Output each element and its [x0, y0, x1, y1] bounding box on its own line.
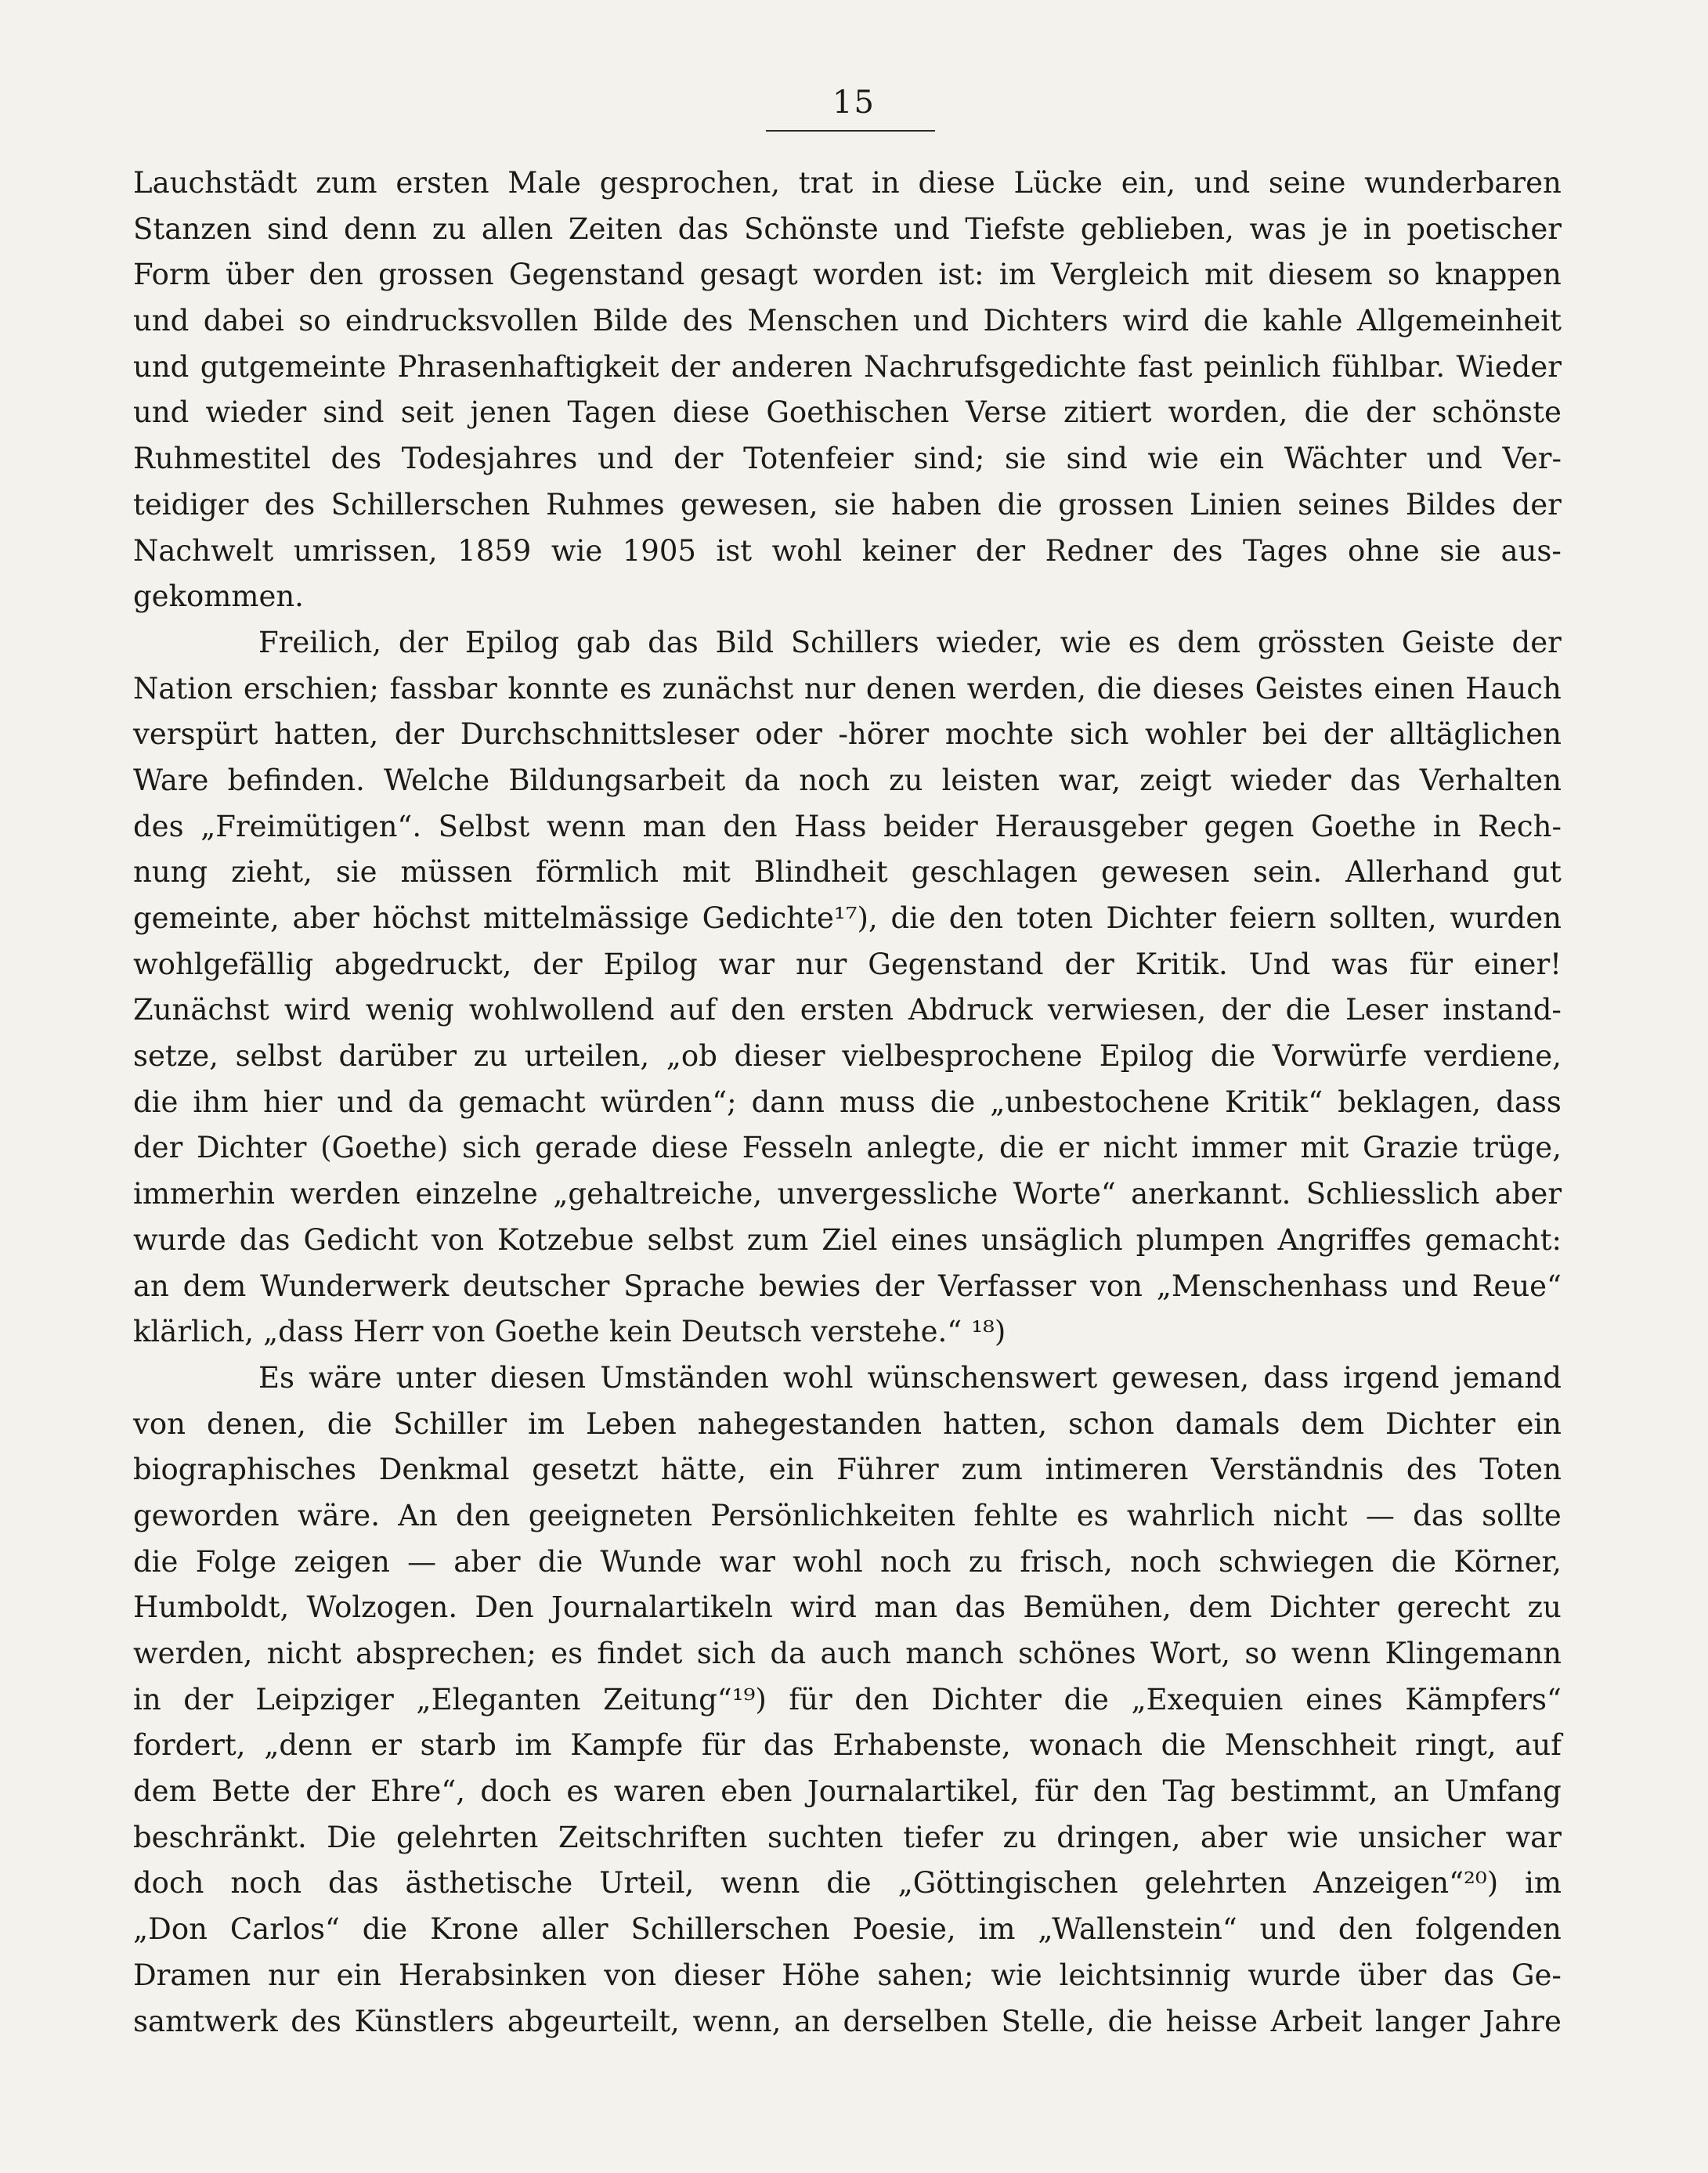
- text-line: Lauchstädt zum ersten Male gesprochen, trat in diese Lücke ein, und seine wunderbaren: [133, 166, 1562, 200]
- text-line: doch noch das ästhetische Urteil, wenn die „Göttingischen gelehrten Anzeigen“²⁰) im: [133, 1866, 1562, 1900]
- text-line: Ruhmestitel des Todesjahres und der Totenfeier sind; sie sind wie ein Wächter und Ver-: [133, 442, 1562, 476]
- text-line: werden, nicht absprechen; es findet sich da auch manch schönes Wort, so wenn Klingemann: [133, 1637, 1562, 1670]
- text-line: die Folge zeigen — aber die Wunde war wohl noch zu frisch, noch schwiegen die Körner,: [133, 1544, 1562, 1579]
- body-text: [133, 161, 1562, 2045]
- text-line: biographisches Denkmal gesetzt hätte, ein Führer zum intimeren Verständnis des Toten: [133, 1453, 1562, 1487]
- text-line: Nachwelt umrissen, 1859 wie 1905 ist wohl keiner der Redner des Tages ohne sie aus-: [133, 533, 1562, 568]
- text-line: Ware befinden. Welche Bildungsarbeit da noch zu leisten war, zeigt wieder das Verhalten: [133, 763, 1562, 797]
- text-line: samtwerk des Künstlers abgeurteilt, wenn, an derselben Stelle, die heisse Arbeit langer Jahre: [133, 2004, 1562, 2038]
- text-line: in der Leipziger „Eleganten Zeitung“¹⁹) für den Dichter die „Exequien eines Kämpfers“: [133, 1682, 1562, 1716]
- text-line: Es wäre unter diesen Umständen wohl wünschenswert gewesen, dass irgend jemand: [258, 1360, 1562, 1395]
- text-line: teidiger des Schillerschen Ruhmes gewesen, sie haben die grossen Linien seines Bildes der: [133, 487, 1562, 522]
- text-line: fordert, „denn er starb im Kampfe für das Erhabenste, wonach die Menschheit ringt, auf: [133, 1728, 1562, 1763]
- text-line: Humboldt, Wolzogen. Den Journalartikeln wird man das Bemühen, dem Dichter gerecht zu: [133, 1590, 1562, 1625]
- text-line: wurde das Gedicht von Kotzebue selbst zum Ziel eines unsäglich plumpen Angriffes gemacht:: [133, 1222, 1562, 1257]
- text-line: Nation erschien; fassbar konnte es zunächst nur denen werden, die dieses Geistes einen Hauch: [133, 671, 1562, 706]
- text-line: beschränkt. Die gelehrten Zeitschriften suchten tiefer zu dringen, aber wie unsicher war: [133, 1820, 1562, 1854]
- text-line: dem Bette der Ehre“, doch es waren eben Journalartikel, für den Tag bestimmt, an Umfang: [133, 1774, 1562, 1809]
- text-line: geworden wäre. An den geeigneten Persönlichkeiten fehlte es wahrlich nicht — das sollte: [133, 1498, 1562, 1532]
- text-line: und gutgemeinte Phrasenhaftigkeit der anderen Nachrufsgedichte fast peinlich fühlbar. Wieder: [133, 349, 1562, 384]
- text-line: nung zieht, sie müssen förmlich mit Blindheit geschlagen gewesen sein. Allerhand gut: [133, 855, 1562, 890]
- text-line: „Don Carlos“ die Krone aller Schillerschen Poesie, im „Wallenstein“ und den folgenden: [133, 1912, 1562, 1947]
- text-line: Freilich, der Epilog gab das Bild Schillers wieder, wie es dem grössten Geiste der: [258, 625, 1562, 659]
- text-line: von denen, die Schiller im Leben nahegestanden hatten, schon damals dem Dichter ein: [133, 1406, 1562, 1441]
- header-rule: [766, 130, 935, 132]
- text-line: klärlich, „dass Herr von Goethe kein Deutsch verstehe.“ ¹⁸): [133, 1315, 1006, 1349]
- text-line: Form über den grossen Gegenstand gesagt worden ist: im Vergleich mit diesem so knappen: [133, 258, 1562, 292]
- text-line: Stanzen sind denn zu allen Zeiten das Schönste und Tiefste geblieben, was je in poetischer: [133, 211, 1562, 246]
- text-line: gekommen.: [133, 579, 304, 614]
- text-line: gemeinte, aber höchst mittelmässige Gedichte¹⁷), die den toten Dichter feiern sollten, wurden: [133, 901, 1562, 935]
- text-line: an dem Wunderwerk deutscher Sprache bewies der Verfasser von „Menschenhass und Reue“: [133, 1269, 1562, 1303]
- text-line: Dramen nur ein Herabsinken von dieser Höhe sahen; wie leichtsinnig wurde über das Ge-: [133, 1958, 1562, 1992]
- text-line: der Dichter (Goethe) sich gerade diese Fesseln anlegte, die er nicht immer mit Grazie trüge,: [133, 1131, 1562, 1165]
- text-line: des „Freimütigen“. Selbst wenn man den Hass beider Herausgeber gegen Goethe in Rech-: [133, 809, 1562, 843]
- text-line: Zunächst wird wenig wohlwollend auf den ersten Abdruck verwiesen, der die Leser instand-: [133, 993, 1562, 1027]
- text-line: die ihm hier und da gemacht würden“; dann muss die „unbestochene Kritik“ beklagen, dass: [133, 1085, 1562, 1119]
- text-line: wohlgefällig abgedruckt, der Epilog war nur Gegenstand der Kritik. Und was für einer!: [133, 947, 1562, 981]
- page-number: 15: [832, 85, 876, 121]
- text-line: setze, selbst darüber zu urteilen, „ob dieser vielbesprochene Epilog die Vorwürfe verdiene,: [133, 1039, 1562, 1074]
- text-line: und wieder sind seit jenen Tagen diese Goethischen Verse zitiert worden, die der schönste: [133, 395, 1562, 430]
- text-line: verspürt hatten, der Durchschnittsleser oder -hörer mochte sich wohler bei der alltäglichen: [133, 717, 1562, 752]
- text-line: immerhin werden einzelne „gehaltreiche, unvergessliche Worte“ anerkannt. Schliesslich aber: [133, 1177, 1562, 1211]
- text-line: und dabei so eindrucksvollen Bilde des Menschen und Dichters wird die kahle Allgemeinheit: [133, 304, 1562, 338]
